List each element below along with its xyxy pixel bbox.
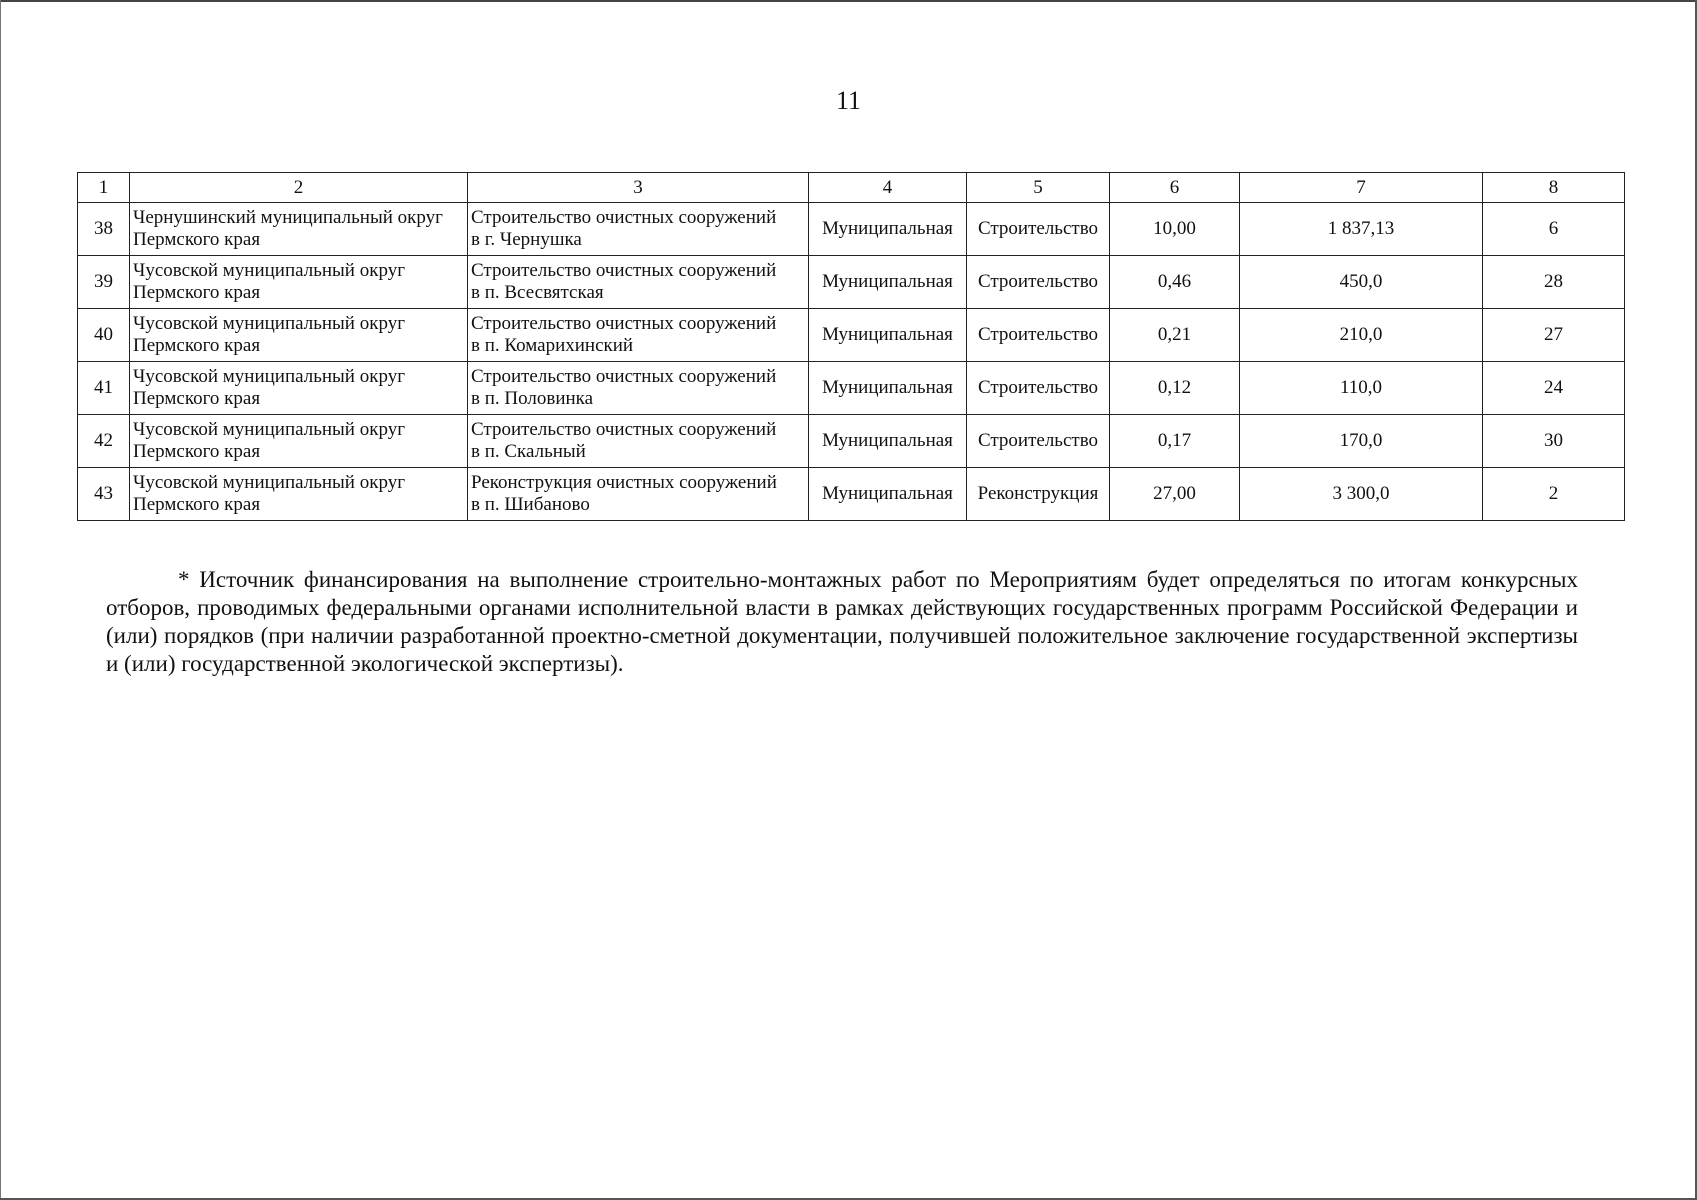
ownership-cell: Муниципальная	[809, 309, 967, 362]
district-line: Чусовской муниципальный округ	[133, 313, 405, 334]
column-7-cell: 210,0	[1240, 309, 1483, 362]
table-row	[78, 362, 1625, 415]
project-line: в п. Половинка	[471, 388, 594, 409]
district-line: Чусовской муниципальный округ	[133, 472, 405, 493]
column-header-1: 1	[78, 173, 130, 203]
projects-table	[77, 172, 1625, 521]
ownership-cell: Муниципальная	[809, 362, 967, 415]
ownership-cell: Муниципальная	[809, 415, 967, 468]
district-cell	[130, 468, 468, 521]
district-line: Пермского края	[133, 388, 261, 409]
row-number: 41	[78, 362, 130, 415]
district-line: Чусовской муниципальный округ	[133, 419, 405, 440]
district-line: Пермского края	[133, 494, 261, 515]
column-6-cell: 10,00	[1110, 203, 1240, 256]
column-7-cell: 450,0	[1240, 256, 1483, 309]
district-line: Пермского края	[133, 282, 261, 303]
project-line: Строительство очистных сооружений	[471, 313, 777, 334]
project-line: в п. Всесвятская	[471, 282, 604, 303]
column-6-cell: 0,46	[1110, 256, 1240, 309]
work-type-cell: Строительство	[967, 203, 1110, 256]
column-7-cell: 110,0	[1240, 362, 1483, 415]
project-line: Реконструкция очистных сооружений	[471, 472, 777, 493]
column-8-cell: 2	[1483, 468, 1625, 521]
column-header-4: 4	[809, 173, 967, 203]
district-line: Пермского края	[133, 229, 261, 250]
project-cell	[468, 203, 809, 256]
ownership-cell: Муниципальная	[809, 256, 967, 309]
work-type-cell: Строительство	[967, 256, 1110, 309]
column-6-cell: 0,17	[1110, 415, 1240, 468]
page-number: 11	[835, 86, 862, 115]
project-cell	[468, 362, 809, 415]
district-cell	[130, 203, 468, 256]
table-row	[78, 309, 1625, 362]
table-row	[78, 203, 1625, 256]
district-line: Чусовской муниципальный округ	[133, 366, 405, 387]
column-8-cell: 24	[1483, 362, 1625, 415]
district-line: Чусовской муниципальный округ	[133, 260, 405, 281]
district-cell	[130, 309, 468, 362]
project-line: Строительство очистных сооружений	[471, 260, 777, 281]
project-cell	[468, 415, 809, 468]
scan-edge-left	[0, 0, 1, 1200]
table-row	[78, 415, 1625, 468]
column-6-cell: 0,21	[1110, 309, 1240, 362]
column-8-cell: 27	[1483, 309, 1625, 362]
row-number: 43	[78, 468, 130, 521]
project-line: Строительство очистных сооружений	[471, 207, 777, 228]
project-cell	[468, 256, 809, 309]
column-7-cell: 3 300,0	[1240, 468, 1483, 521]
funding-footnote: * Источник финансирования на выполнение строительно-монтажных работ по Мероприятиям будет определяться по итогам конкурсных отборов, проводимых федеральными органами исполнительной власти в рамках действующих государственных программ Российской Федерации и (или) порядков (при наличии разработанной проектно-сметной документации, получившей положительное заключение государственной экспертизы и (или) государственной экологической экспертизы).	[106, 567, 1578, 676]
column-7-cell: 1 837,13	[1240, 203, 1483, 256]
district-cell	[130, 362, 468, 415]
project-cell	[468, 309, 809, 362]
project-cell	[468, 468, 809, 521]
column-header-5: 5	[967, 173, 1110, 203]
table-header-row	[78, 173, 1625, 203]
project-line: в п. Комарихинский	[471, 335, 634, 356]
district-line: Пермского края	[133, 335, 261, 356]
district-line: Пермского края	[133, 441, 261, 462]
column-header-6: 6	[1110, 173, 1240, 203]
table-row	[78, 468, 1625, 521]
project-line: в г. Чернушка	[471, 229, 582, 250]
column-8-cell: 28	[1483, 256, 1625, 309]
column-header-2: 2	[130, 173, 468, 203]
column-6-cell: 0,12	[1110, 362, 1240, 415]
table-row	[78, 256, 1625, 309]
project-line: Строительство очистных сооружений	[471, 419, 777, 440]
column-6-cell: 27,00	[1110, 468, 1240, 521]
project-line: в п. Скальный	[471, 441, 586, 462]
project-line: в п. Шибаново	[471, 494, 590, 515]
work-type-cell: Строительство	[967, 362, 1110, 415]
work-type-cell: Строительство	[967, 309, 1110, 362]
work-type-cell: Реконструкция	[967, 468, 1110, 521]
ownership-cell: Муниципальная	[809, 468, 967, 521]
work-type-cell: Строительство	[967, 415, 1110, 468]
project-line: Строительство очистных сооружений	[471, 366, 777, 387]
column-8-cell: 30	[1483, 415, 1625, 468]
column-8-cell: 6	[1483, 203, 1625, 256]
row-number: 39	[78, 256, 130, 309]
ownership-cell: Муниципальная	[809, 203, 967, 256]
scan-edge-top	[0, 0, 1697, 2]
column-7-cell: 170,0	[1240, 415, 1483, 468]
district-cell	[130, 256, 468, 309]
column-header-7: 7	[1240, 173, 1483, 203]
column-header-8: 8	[1483, 173, 1625, 203]
row-number: 42	[78, 415, 130, 468]
column-header-3: 3	[468, 173, 809, 203]
row-number: 40	[78, 309, 130, 362]
district-cell	[130, 415, 468, 468]
row-number: 38	[78, 203, 130, 256]
district-line: Чернушинский муниципальный округ	[133, 207, 443, 228]
